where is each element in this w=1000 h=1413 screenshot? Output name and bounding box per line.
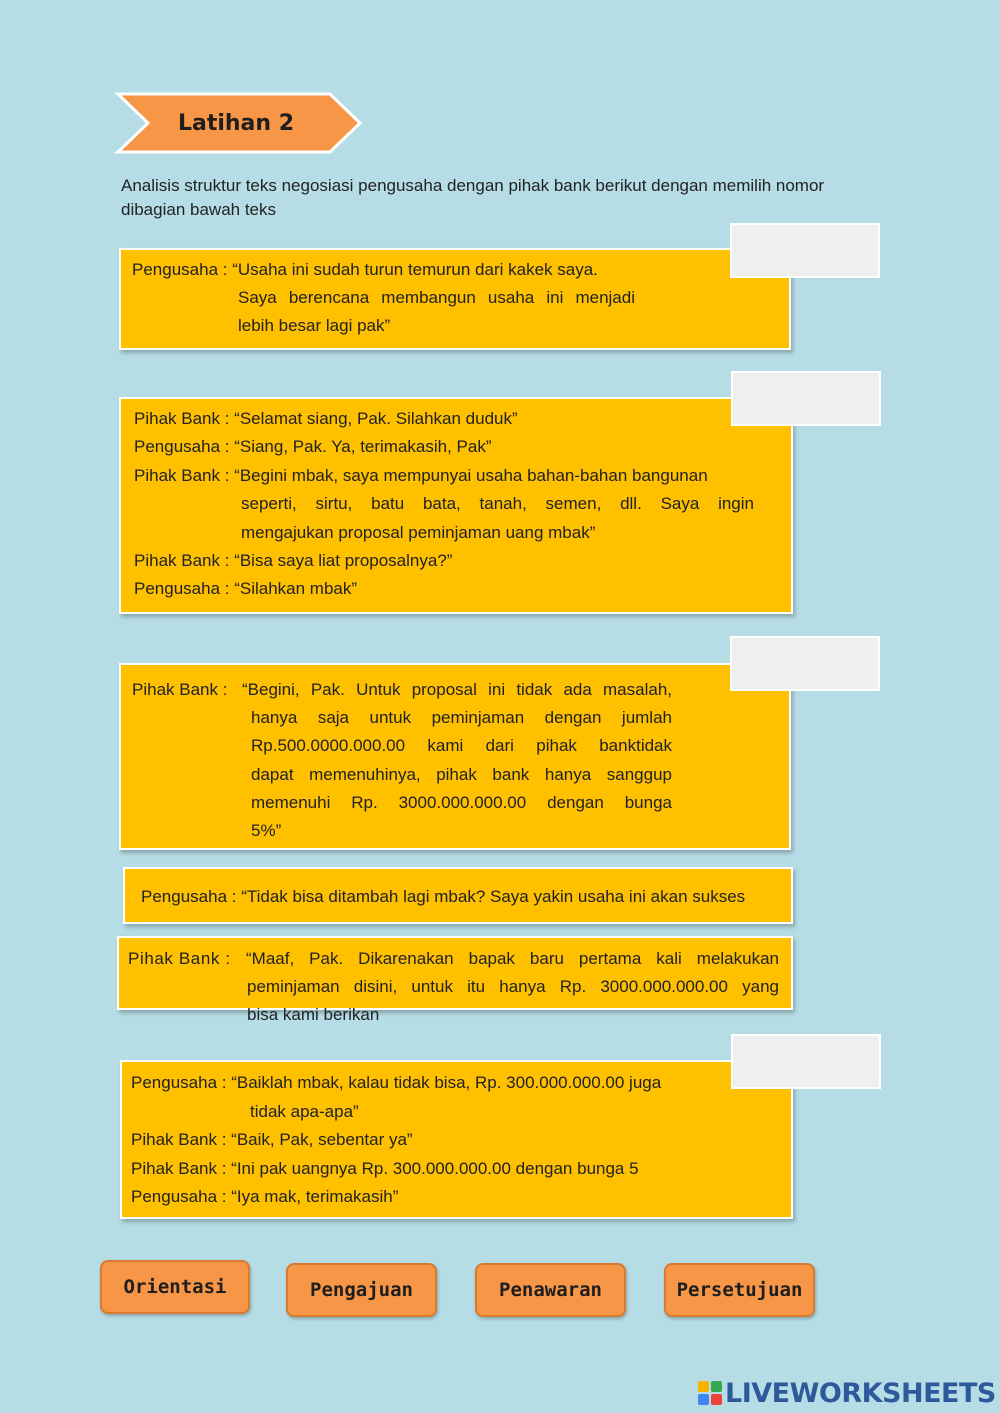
dialogue-line: Pengusaha : “Iya mak, terimakasih” — [131, 1187, 399, 1206]
answer-drop-box-3[interactable] — [730, 636, 880, 691]
dialogue-line: “Maaf, Pak. Dikarenakan bapak baru pertama kali melakukan — [246, 949, 779, 968]
dialogue-speaker: Pihak Bank : — [132, 680, 228, 699]
dialogue-line: hanya saja untuk peminjaman dengan jumlah — [251, 708, 672, 727]
dialogue-line: Pihak Bank : “Ini pak uangnya Rp. 300.000.000.00 dengan bunga 5 — [131, 1159, 639, 1178]
instructions-text: Analisis struktur teks negosiasi pengusaha dengan pihak bank berikut dengan memilih nomor dibagian bawah teks — [121, 176, 825, 219]
answer-drop-box-2[interactable] — [731, 371, 881, 426]
dialogue-line: Pengusaha : “Silahkan mbak” — [134, 579, 358, 598]
dialogue-line: Pihak Bank : “Begini mbak, saya mempunyai usaha bahan-bahan bangunan — [134, 466, 708, 485]
option-pengajuan[interactable]: Pengajuan — [286, 1263, 437, 1317]
dialogue-line: Pengusaha : “Siang, Pak. Ya, terimakasih, Pak” — [134, 437, 492, 456]
dialogue-line: lebih besar lagi pak” — [238, 316, 391, 335]
title-banner — [116, 92, 362, 154]
option-penawaran[interactable]: Penawaran — [475, 1263, 626, 1317]
liveworksheets-logo — [697, 1376, 996, 1410]
dialogue-line: tidak apa-apa” — [250, 1102, 359, 1121]
dialogue-line: 5%” — [251, 821, 282, 840]
dialogue-line: Pengusaha : “Usaha ini sudah turun temurun dari kakek saya. — [132, 260, 598, 279]
answer-drop-box-1[interactable] — [730, 223, 880, 278]
dialogue-box-1 — [119, 248, 791, 350]
liveworksheets-logo-icon — [697, 1380, 723, 1406]
dialogue-line: Pihak Bank : “Bisa saya liat proposalnya?” — [134, 551, 453, 570]
dialogue-line: peminjaman disini, untuk itu hanya Rp. 3000.000.000.00 yang — [247, 977, 779, 996]
answer-drop-box-4[interactable] — [731, 1034, 881, 1089]
dialogue-line: dapat memenuhinya, pihak bank hanya sanggup — [251, 765, 672, 784]
dialogue-box-4 — [123, 867, 793, 924]
dialogue-box-3 — [119, 663, 791, 850]
dialogue-box-5 — [117, 936, 793, 1024]
page-title: Latihan 2 — [177, 110, 295, 136]
dialogue-box-2 — [119, 397, 793, 614]
dialogue-line: seperti, sirtu, batu bata, tanah, semen, dll. Saya ingin — [241, 494, 754, 513]
dialogue-line: bisa kami berikan — [247, 1005, 380, 1024]
option-orientasi[interactable]: Orientasi — [100, 1260, 250, 1314]
option-persetujuan[interactable]: Persetujuan — [664, 1263, 815, 1317]
dialogue-line: Saya berencana membangun usaha ini menjadi — [238, 288, 635, 307]
dialogue-line: mengajukan proposal peminjaman uang mbak” — [241, 523, 596, 542]
dialogue-line: Pengusaha : “Tidak bisa ditambah lagi mbak? Saya yakin usaha ini akan sukses — [141, 887, 746, 906]
dialogue-line: memenuhi Rp. 3000.000.000.00 dengan bunga — [251, 793, 672, 812]
logo-text: LIVEWORKSHEETS — [725, 1377, 996, 1409]
dialogue-line: “Begini, Pak. Untuk proposal ini tidak ada masalah, — [242, 680, 672, 699]
dialogue-line: Rp.500.0000.000.00 kami dari pihak banktidak — [251, 736, 672, 755]
dialogue-line: Pihak Bank : “Baik, Pak, sebentar ya” — [131, 1130, 413, 1149]
dialogue-line: Pengusaha : “Baiklah mbak, kalau tidak bisa, Rp. 300.000.000.00 juga — [131, 1073, 662, 1092]
dialogue-line: Pihak Bank : “Selamat siang, Pak. Silahkan duduk” — [134, 409, 518, 428]
dialogue-speaker: Pihak Bank : — [128, 949, 231, 968]
dialogue-box-6 — [120, 1060, 793, 1219]
